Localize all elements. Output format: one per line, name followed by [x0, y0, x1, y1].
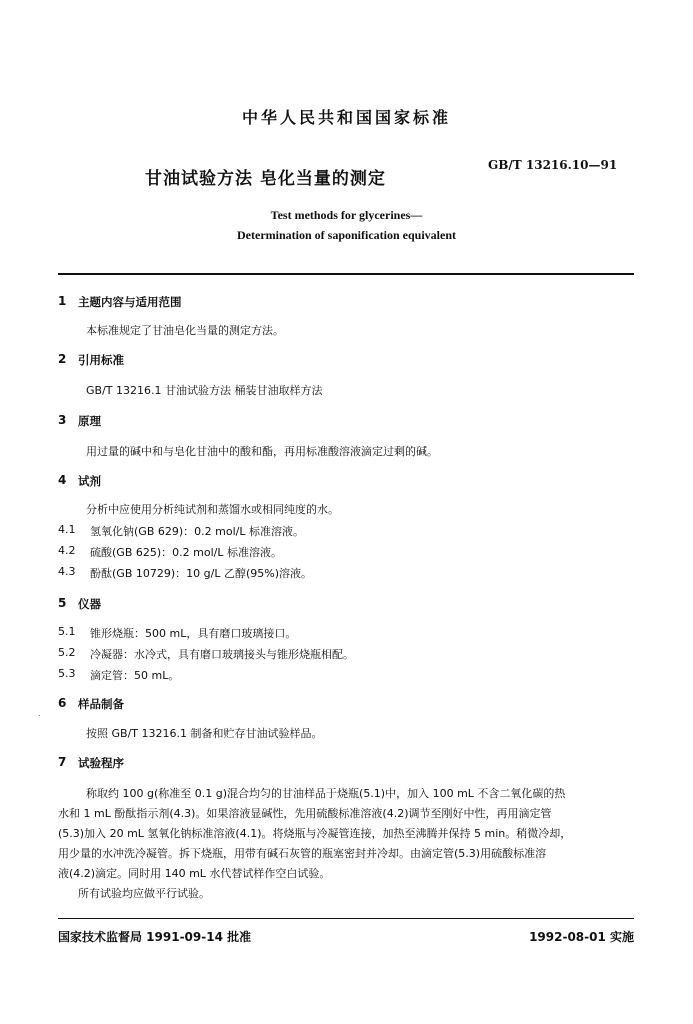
- section-2-heading: 引用标准: [78, 353, 124, 367]
- approval-date: 国家技术监督局 1991-09-14 批准: [58, 930, 252, 944]
- stray-mark: .: [38, 709, 41, 718]
- document-title-english-line-1: Test methods for glycerines—: [270, 208, 423, 222]
- issuing-body-title: 中华人民共和国国家标准: [241, 108, 451, 127]
- section-3-heading: 原理: [78, 414, 101, 428]
- section-6-text: 按照 GB/T 13216.1 制备和贮存甘油试验样品。: [86, 727, 323, 740]
- section-3-number: 3: [58, 413, 67, 427]
- header-divider: [58, 273, 634, 275]
- section-4-number: 4: [58, 473, 67, 487]
- standard-number: GB/T 13216.10—91: [488, 158, 618, 172]
- section-5-number: 5: [58, 596, 67, 610]
- clause-5-1-text: 锥形烧瓶：500 mL，具有磨口玻璃接口。: [90, 627, 297, 640]
- section-4-text: 分析中应使用分析纯试剂和蒸馏水或相同纯度的水。: [86, 503, 339, 516]
- implementation-date: 1992-08-01 实施: [529, 930, 634, 944]
- section-7-heading: 试验程序: [78, 756, 124, 770]
- section-6-number: 6: [58, 696, 67, 710]
- clause-4-2-number: 4.2: [58, 544, 76, 557]
- clause-5-2-text: 冷凝器：水冷式，具有磨口玻璃接头与锥形烧瓶相配。: [90, 648, 354, 661]
- section-6-heading: 样品制备: [78, 697, 124, 711]
- section-3-text: 用过量的碱中和与皂化甘油中的酸和酯，再用标准酸溶液滴定过剩的碱。: [86, 445, 438, 458]
- section-7-number: 7: [58, 755, 67, 769]
- clause-5-1-number: 5.1: [58, 625, 76, 638]
- section-7-para-line-3: (5.3)加入 20 mL 氢氧化钠标准溶液(4.1)。将烧瓶与冷凝管连接，加热至沸腾并保持 5 min。稍微冷却，: [58, 827, 572, 840]
- clause-4-3-number: 4.3: [58, 565, 76, 578]
- document-title-chinese: 甘油试验方法 皂化当量的测定: [145, 169, 386, 189]
- section-2-number: 2: [58, 352, 67, 366]
- section-7-para-2: 所有试验均应做平行试验。: [78, 887, 210, 900]
- section-5-heading: 仪器: [78, 597, 101, 611]
- section-7-para-line-5: 液(4.2)滴定。同时用 140 mL 水代替试样作空白试验。: [58, 867, 331, 880]
- clause-5-3-text: 滴定管：50 mL。: [90, 669, 180, 682]
- section-1-text: 本标准规定了甘油皂化当量的测定方法。: [86, 324, 284, 337]
- section-7-para-line-1: 称取约 100 g(称准至 0.1 g)混合均匀的甘油样品于烧瓶(5.1)中，加入 100 mL 不含二氧化碳的热: [86, 787, 566, 800]
- section-1-heading: 主题内容与适用范围: [78, 295, 182, 309]
- clause-4-1-text: 氢氧化钠(GB 629)：0.2 mol/L 标准溶液。: [90, 525, 304, 538]
- clause-4-2-text: 硫酸(GB 625)：0.2 mol/L 标准溶液。: [90, 546, 282, 559]
- section-1-number: 1: [58, 294, 67, 308]
- document-title-english-line-2: Determination of saponification equivalent: [237, 228, 456, 242]
- clause-5-2-number: 5.2: [58, 646, 76, 659]
- section-2-text: GB/T 13216.1 甘油试验方法 桶装甘油取样方法: [86, 384, 323, 397]
- footer-divider: [58, 918, 634, 919]
- section-4-heading: 试剂: [78, 474, 101, 488]
- section-7-para-line-2: 水和 1 mL 酚酞指示剂(4.3)。如果溶液显碱性，先用硫酸标准溶液(4.2)调节至刚好中性，再用滴定管: [58, 807, 552, 820]
- clause-4-3-text: 酚酞(GB 10729)：10 g/L 乙醇(95%)溶液。: [90, 567, 312, 580]
- clause-4-1-number: 4.1: [58, 523, 76, 536]
- clause-5-3-number: 5.3: [58, 667, 76, 680]
- section-7-para-line-4: 用少量的水冲洗冷凝管。拆下烧瓶，用带有碱石灰管的瓶塞密封并冷却。由滴定管(5.3)用硫酸标准溶: [58, 847, 547, 860]
